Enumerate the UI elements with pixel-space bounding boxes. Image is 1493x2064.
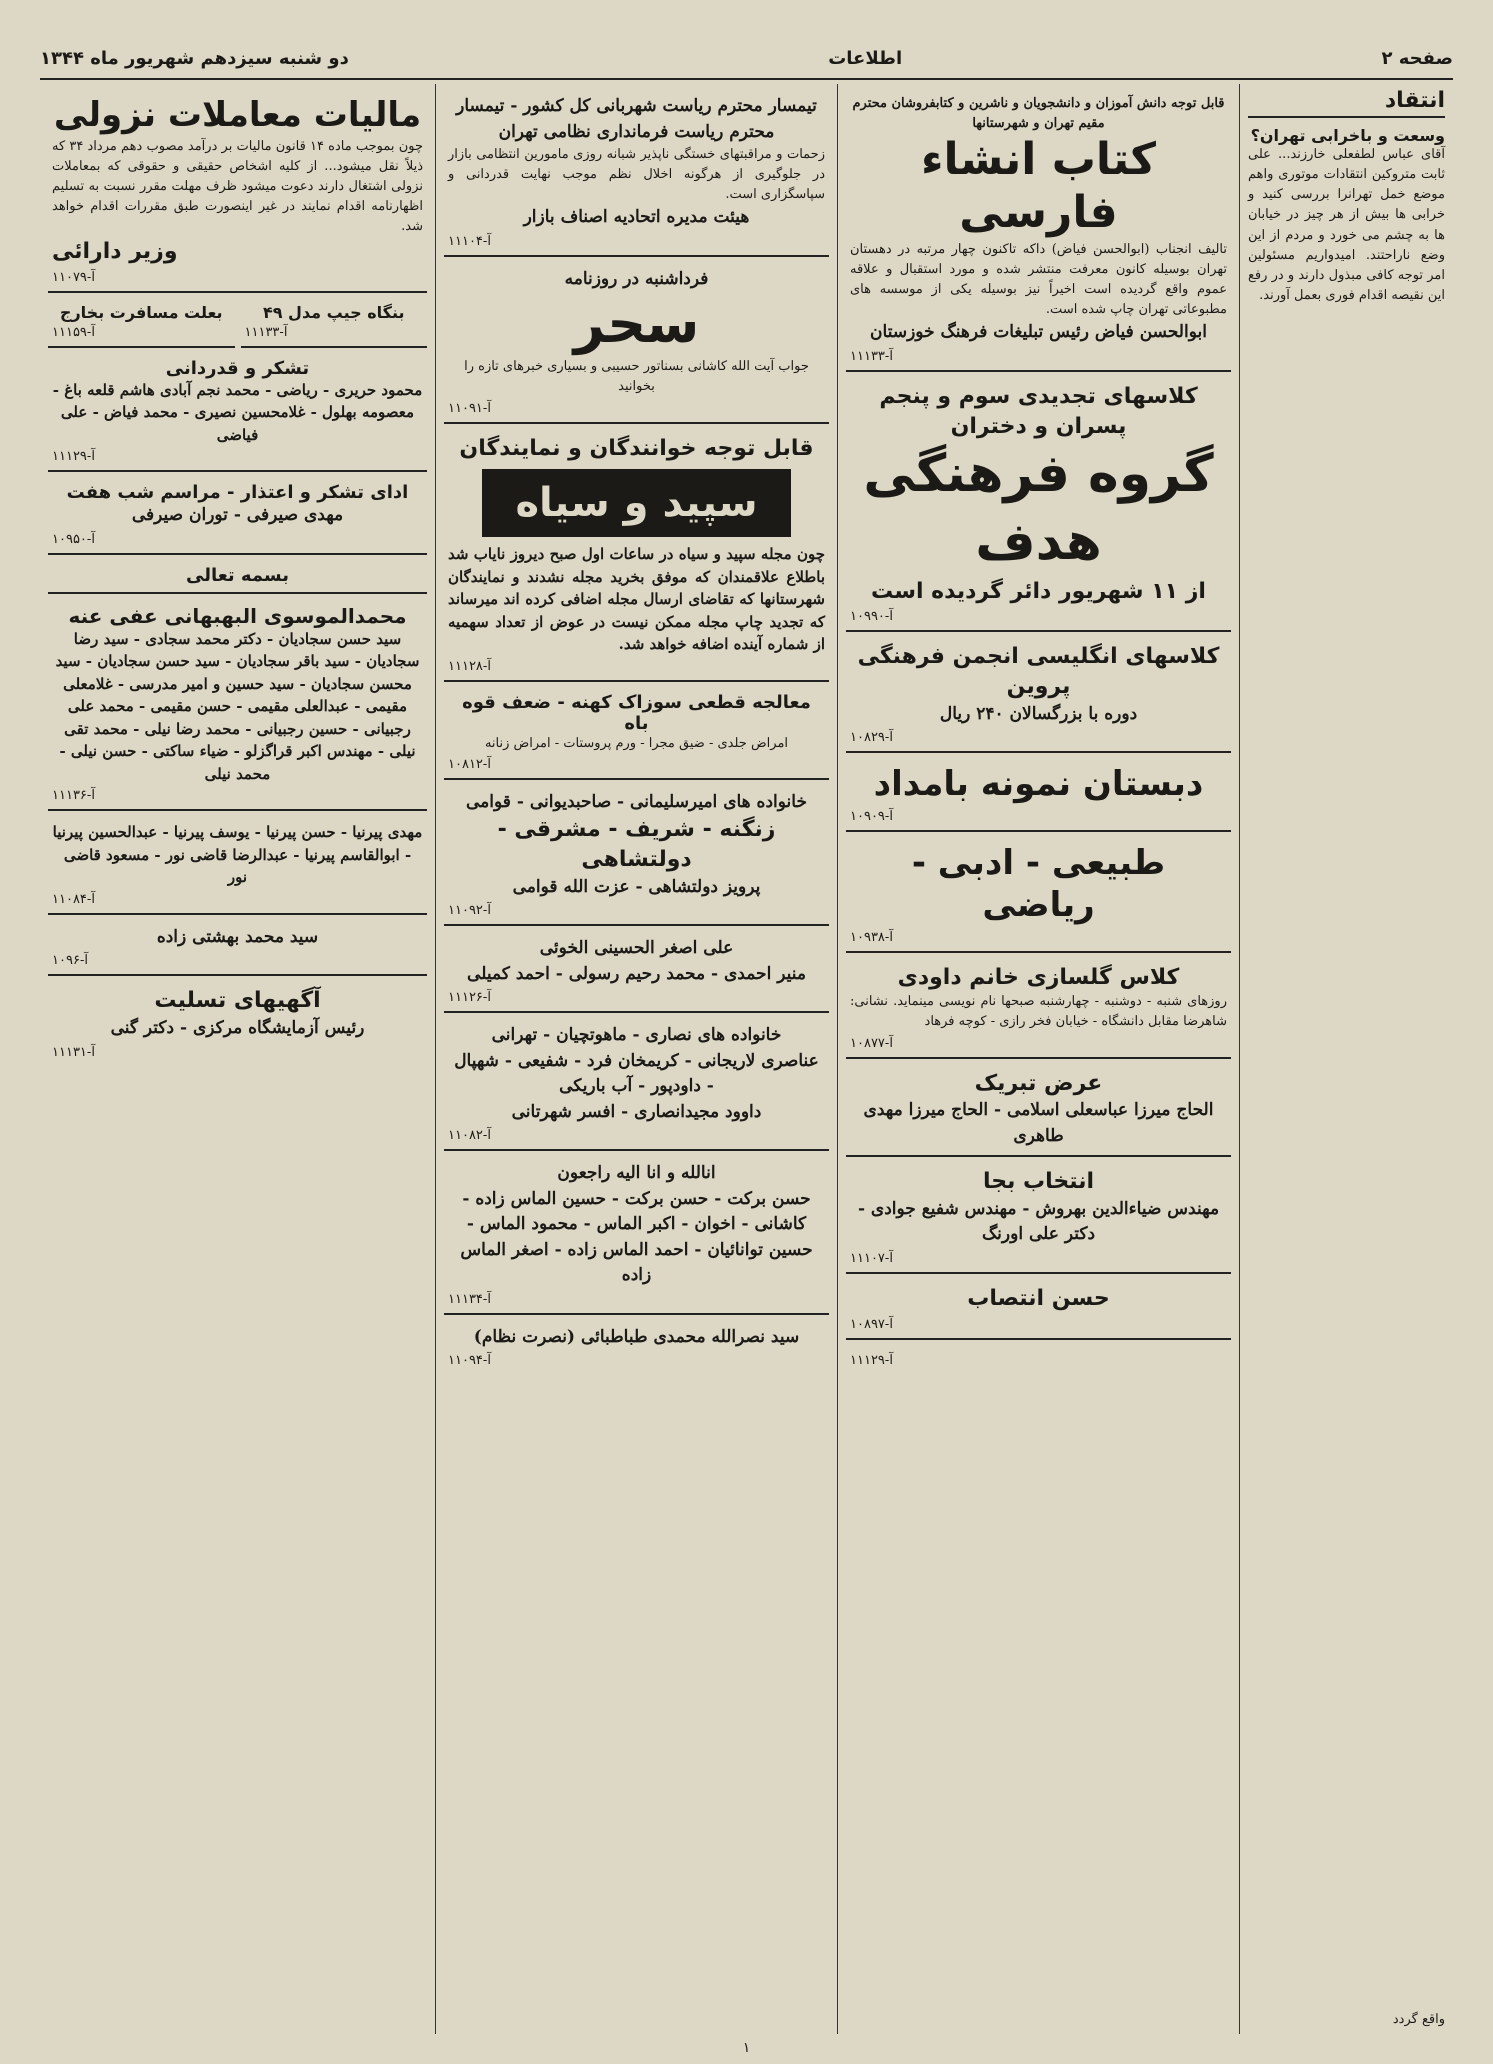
ad-names: عناصری لاریجانی - کریمخان فرد - شفیعی - شهپال - داودپور - آب باریکی: [454, 1050, 819, 1097]
ad-heading: کلاسهای تجدیدی سوم و پنجم پسران و دختران: [879, 383, 1198, 439]
ad-body: چون مجله سپید و سیاه در ساعات اول صبح دیروز نایاب شد باطلاع علاقمندان که موفق بخرید مجله نشدند و نمایندگان شهرستانها که تقاضای ارسال مجله اضافی کرده اند میرساند که تجدید چاپ مجله ممکن نیست در عوض از تعداد سهمیه از شماره آینده اضافه خواهد شد.: [448, 545, 825, 654]
ad-condolence-notices: [48, 980, 427, 1065]
ad-bamdad-school: [846, 757, 1231, 832]
ad-science-classes: [846, 836, 1231, 953]
ad-names: زنگنه - شریف - مشرقی - دولتشاهی: [497, 817, 776, 873]
ad-signature: داوود مجیدانصاری - افسر شهرتانی: [511, 1101, 762, 1122]
ad-family-condolence-4: [444, 1155, 829, 1315]
ad-behbahani: [48, 598, 427, 812]
ad-title: حسن انتصاب: [967, 1285, 1110, 1311]
ad-signature: محمود حریری - ریاضی - محمد نجم آبادی هاشم قلعه باغ - معصومه بهلول - غلامحسین نصیری - محمد فیاض - علی فیاضی: [52, 380, 423, 444]
ad-persian-composition: [846, 88, 1231, 372]
ad-title: ادای تشکر و اعتذار - مراسم شب هفت: [66, 482, 409, 504]
ad-title: بسمه تعالی: [186, 564, 289, 586]
ad-title: سحر: [573, 292, 700, 356]
masthead: [40, 38, 1453, 80]
ad-pirnia: [48, 815, 427, 915]
ad-heading: فرداشنبه در روزنامه: [564, 268, 709, 289]
ad-travel: [48, 297, 235, 348]
critique-column: [1239, 84, 1453, 2034]
ad-ref: آ-۱۱۱۵۹: [52, 324, 95, 340]
ad-ref: آ-۱۰۸۷۷: [850, 1035, 893, 1051]
notices-column: [435, 84, 837, 2034]
ad-title: عرض تبریک: [974, 1070, 1103, 1096]
ad-ref: آ-۱۱۰۷۹: [52, 269, 95, 285]
critique-text: آقای عباس لطفعلی خارزند... علی ثابت متروکین انتقادات موتوری واهم موضع خمل تهرانرا بررسی کنید و خرابی ها بیش از هر چیز در خیابان ها به چشم می خورد و مردم از این وضع ناراحتند. امیدواریم مسئولین امر توجه کافی مبذول دارند و در رفع این نقیصه اقدام فوری بعمل آورند.: [1248, 147, 1445, 303]
ad-title: محمدالموسوی البهبهانی عفی عنه: [68, 603, 407, 628]
ad-signature: سید نصرالله محمدی طباطبائی (نصرت نظام): [473, 1326, 800, 1347]
ad-signature: رئیس آزمایشگاه مرکزی - دکتر گنی: [110, 1018, 365, 1039]
ad-ref: آ-۱۰۹۵۰: [52, 531, 95, 547]
ad-ref: آ-۱۰۸۹۷: [850, 1316, 893, 1332]
ad-signature: علی اصغر الحسینی الخوئی: [539, 938, 734, 959]
ad-ref: آ-۱۰۹۰۹: [850, 808, 893, 824]
ad-land: [846, 1344, 1231, 1374]
ad-names: منیر احمدی - محمد رحیم رسولی - احمد کمیلی: [467, 963, 806, 984]
ad-good-choice: [846, 1161, 1231, 1274]
ad-family-condolence-3: [444, 1017, 829, 1151]
ad-heading: تیمسار محترم ریاست شهربانی کل کشور - تیمسار محترم ریاست فرمانداری نظامی تهران: [456, 96, 817, 142]
ad-ref: آ-۱۱۰۹۱: [448, 400, 491, 416]
ad-title: کلاسهای انگلیسی انجمن فرهنگی پروین: [857, 644, 1220, 699]
ad-names: مهدی پیرنیا - حسن پیرنیا - یوسف پیرنیا - عبدالحسین پیرنیا - ابوالقاسم پیرنیا - عبدالرضا قاضی نور - مسعود قاضی نور: [52, 823, 423, 887]
ad-family-condolence-5: [444, 1319, 829, 1375]
ad-ref: آ-۱۱۱۲۹: [850, 1352, 893, 1368]
ad-bazaar-thanks: [444, 88, 829, 257]
ad-signature: ابوالحسن فیاض رئیس تبلیغات فرهنگ خوزستان: [870, 322, 1207, 343]
critique-heading: وسعت و باخرابی تهران؟: [1250, 126, 1445, 145]
ad-heading: قابل توجه خوانندگان و نمایندگان: [459, 435, 814, 461]
ad-body: زحمات و مراقبتهای خستگی ناپذیر شبانه روزی مامورین انتظامی بازار در جلوگیری از هرگونه اخلال نظم موجب نهایت قدردانی و سپاسگزاری است.: [448, 147, 825, 203]
ad-jeep: [241, 297, 428, 348]
page-number: ۱: [742, 2040, 751, 2056]
official-notices-column: [40, 84, 435, 2034]
ad-title: کتاب انشاء فارسی: [921, 134, 1156, 239]
ad-signature: سید محمد بهشتی زاده: [156, 926, 319, 947]
ad-ref: آ-۱۰۹۶: [52, 953, 88, 969]
ad-title: گروه فرهنگی هدف: [863, 444, 1214, 572]
ad-heading: خانواده های امیرسلیمانی - صاحبدیوانی - قوامی: [466, 791, 807, 812]
ad-names: حسن برکت - حسن برکت - حسین الماس زاده - کاشانی - اخوان - اکبر الماس - محمود الماس - حسین توانائیان - احمد الماس زاده - اصغر الماس زاده: [460, 1188, 813, 1286]
ad-ref: آ-۱۱۱۲۹: [52, 449, 95, 465]
ad-title: مالیات معاملات نزولی: [53, 95, 422, 135]
critique-footer: واقع گردد: [1392, 2011, 1445, 2027]
ad-ref: آ-۱۰۸۱۲: [448, 756, 491, 772]
ad-family-condolence-1: [444, 784, 829, 926]
ad-signature: هیئت مدیره اتحادیه اصناف بازار: [523, 207, 750, 228]
ad-heading: انالله و انا الیه راجعون: [557, 1163, 716, 1184]
ad-ref: آ-۱۱۱۳۶: [52, 788, 95, 804]
ad-ref: آ-۱۱۱۰۴: [448, 233, 491, 249]
ad-family-condolence-2: [444, 930, 829, 1013]
section-title: انتقاد: [1248, 88, 1445, 118]
ad-body: تالیف انجناب (ابوالحسن فیاض) داکه تاکنون چهار مرتبه در دهستان تهران بوسیله کانون معرفت منتشر شده و مورد استقبال و علاقه عموم واقع گردیده است اخیراً نیز بوسیله یکی از موسسه های مطبوعاتی تهران چاپ شده است.: [850, 241, 1227, 318]
ad-ref: آ-۱۱۰۹۴: [448, 1353, 491, 1369]
ad-seventh-day: [48, 476, 427, 555]
ad-title: تشکر و قدردانی: [165, 357, 310, 379]
ad-congratulations: [846, 1063, 1231, 1158]
ad-signature: پرویز دولتشاهی - عزت الله قوامی: [512, 876, 761, 897]
ad-ref: آ-۱۰۹۳۸: [850, 929, 893, 945]
ad-sepid-siah: [444, 428, 829, 682]
ad-title: کلاس گلسازی خانم داودی: [897, 964, 1180, 990]
issue-date: دو شنبه سیزدهم شهریور ماه ۱۳۴۴: [40, 47, 349, 69]
ad-clinic: [444, 686, 829, 780]
paper-name: اطلاعات: [828, 47, 903, 69]
ad-sahar: [444, 261, 829, 424]
magazine-logo: سپید و سیاه: [482, 469, 790, 537]
ad-basmala: [48, 559, 427, 594]
education-ads-column: [837, 84, 1239, 2034]
ad-ref: آ-۱۱۱۳۱: [52, 1044, 95, 1060]
ad-body: امراض جلدی - ضیق مجرا - ورم پروستات - امراض زنانه: [484, 735, 789, 751]
ad-heading: قابل توجه دانش آموزان و دانشجویان و ناشرین و کتابفروشان محترم مقیم تهران و شهرستانها: [852, 96, 1225, 132]
ad-ref: آ-۱۱۱۳۳: [850, 348, 893, 364]
ad-flower-class: [846, 957, 1231, 1059]
ad-body: چون بموجب ماده ۱۴ قانون مالیات بر درآمد مصوب دهم مرداد ۳۴ که ذیلاً نقل میشود... از کلیه اشخاص حقیقی و حقوقی که بمعاملات نزولی اشتغال دارند دعوت میشود ظرف مهلت مقرر نسبت به تسلیم اظهارنامه اقدام نمایند در غیر اینصورت طبق مقررات اقدام خواهد شد.: [52, 138, 423, 235]
ad-appointment: [846, 1278, 1231, 1340]
ad-title: بنگاه جیپ مدل ۴۹: [262, 302, 405, 322]
ad-beheshti: [48, 919, 427, 977]
ad-title: بعلت مسافرت بخارج: [59, 302, 223, 322]
ad-body: جواب آیت الله کاشانی بسناتور حسیبی و بسیاری خبرهای تازه را بخوانید: [464, 359, 809, 395]
ad-hadaf-group: [846, 376, 1231, 632]
ad-ref: آ-۱۱۰۹۲: [448, 903, 491, 919]
ad-parvin-english: [846, 636, 1231, 753]
ad-subtitle: دوره با بزرگسالان ۲۴۰ ریال: [939, 703, 1138, 724]
ad-heading: خانواده های نصاری - ماهوتچیان - تهرانی: [491, 1025, 782, 1046]
ad-names: سید حسن سجادیان - دکتر محمد سجادی - سید رضا سجادیان - سید باقر سجادیان - سید حسن سجادیان - سید محسن سجادیان - سید حسین و امیر مدرسی - غلامعلی مقیمی - عبدالعلی مقیمی - حسن مقیمی - محمد علی رجبیانی - حسین رجبیانی - محمد رضا نیلی - محمد تقی نیلی - مهندس اکبر قراگزلو - ضیاء ساکتی - حسن نیلی - محمد نیلی: [55, 629, 420, 783]
ad-signature: وزیر دارائی: [52, 239, 178, 265]
ad-title: طبیعی - ادبی - ریاضی: [911, 842, 1166, 926]
ad-body: روزهای شنبه - دوشنبه - چهارشنبه صبحها نام نویسی مینماید. نشانی: شاهرضا مقابل دانشگاه - خیابان فخر رازی - کوچه فرهاد: [850, 994, 1227, 1030]
ad-gratitude: [48, 352, 427, 473]
ad-ref: آ-۱۰۸۲۹: [850, 730, 893, 746]
page-label: صفحه ۲: [1381, 47, 1453, 69]
ad-ref: آ-۱۱۰۸۴: [52, 891, 95, 907]
ad-signature: مهندس ضیاءالدین بهروش - مهندس شفیع جوادی - دکتر علی اورنگ: [857, 1198, 1220, 1245]
ad-title: معالجه قطعی سوزاک کهنه - ضعف قوه باه: [462, 691, 811, 734]
ad-ref: آ-۱۱۰۸۲: [448, 1128, 491, 1144]
ad-ref: آ-۱۰۹۹۰: [850, 609, 893, 625]
small-ads-row: [48, 297, 427, 352]
ad-ref: آ-۱۱۱۳۳: [244, 324, 288, 340]
ad-title: دبستان نمونه بامداد: [873, 764, 1204, 805]
ad-ref: آ-۱۱۱۰۷: [850, 1250, 893, 1266]
ad-subtitle: از ۱۱ شهریور دائر گردیده است: [871, 578, 1206, 604]
ad-ref: آ-۱۱۱۲۶: [448, 990, 491, 1006]
ad-ref: آ-۱۱۱۲۸: [448, 658, 491, 674]
ad-title: آگهیهای تسلیت: [154, 988, 321, 1014]
ad-usury-tax: [48, 88, 427, 293]
ad-signature: الحاج میرزا عباسعلی اسلامی - الحاج میرزا مهدی طاهری: [863, 1100, 1214, 1146]
ad-signature: مهدی صیرفی - توران صیرفی: [131, 505, 344, 526]
ad-title: انتخاب بجا: [982, 1169, 1095, 1195]
ad-ref: آ-۱۱۱۳۴: [448, 1291, 491, 1307]
